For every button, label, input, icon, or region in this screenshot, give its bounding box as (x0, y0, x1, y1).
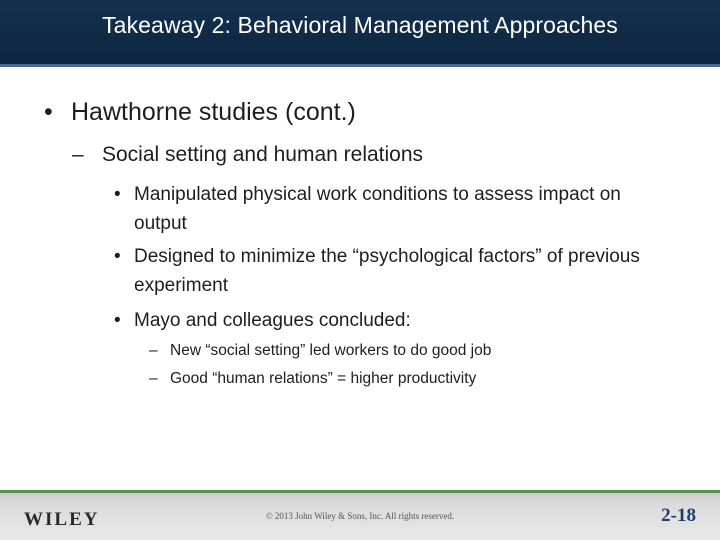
bullet-text: Designed to minimize the “psychological factors” of previous experiment (134, 246, 640, 296)
bullet-marker: • (114, 246, 121, 267)
bullet-text: Hawthorne studies (cont.) (71, 98, 356, 126)
bullet-text: Mayo and colleagues concluded: (134, 310, 411, 331)
dash-marker: – (72, 143, 84, 166)
slide-number: 2-18 (661, 505, 696, 526)
dash-marker: – (149, 342, 158, 359)
bullet-text: Manipulated physical work conditions to assess impact on output (134, 184, 621, 234)
bullet-text: Good “human relations” = higher productivity (170, 370, 477, 387)
bullet-marker: • (114, 184, 121, 205)
footer-accent-line (0, 490, 720, 493)
slide-title: Takeaway 2: Behavioral Management Approaches (102, 12, 618, 38)
bullet-text: Social setting and human relations (102, 143, 424, 166)
bullet-text: New “social setting” led workers to do good job (170, 342, 492, 359)
wiley-logo: WILEY (24, 509, 100, 530)
bullet-marker: • (44, 98, 53, 126)
dash-marker: – (149, 370, 158, 387)
bullet-marker: • (114, 310, 121, 331)
copyright-notice: © 2013 John Wiley & Sons, Inc. All rights reserved. (265, 511, 455, 521)
